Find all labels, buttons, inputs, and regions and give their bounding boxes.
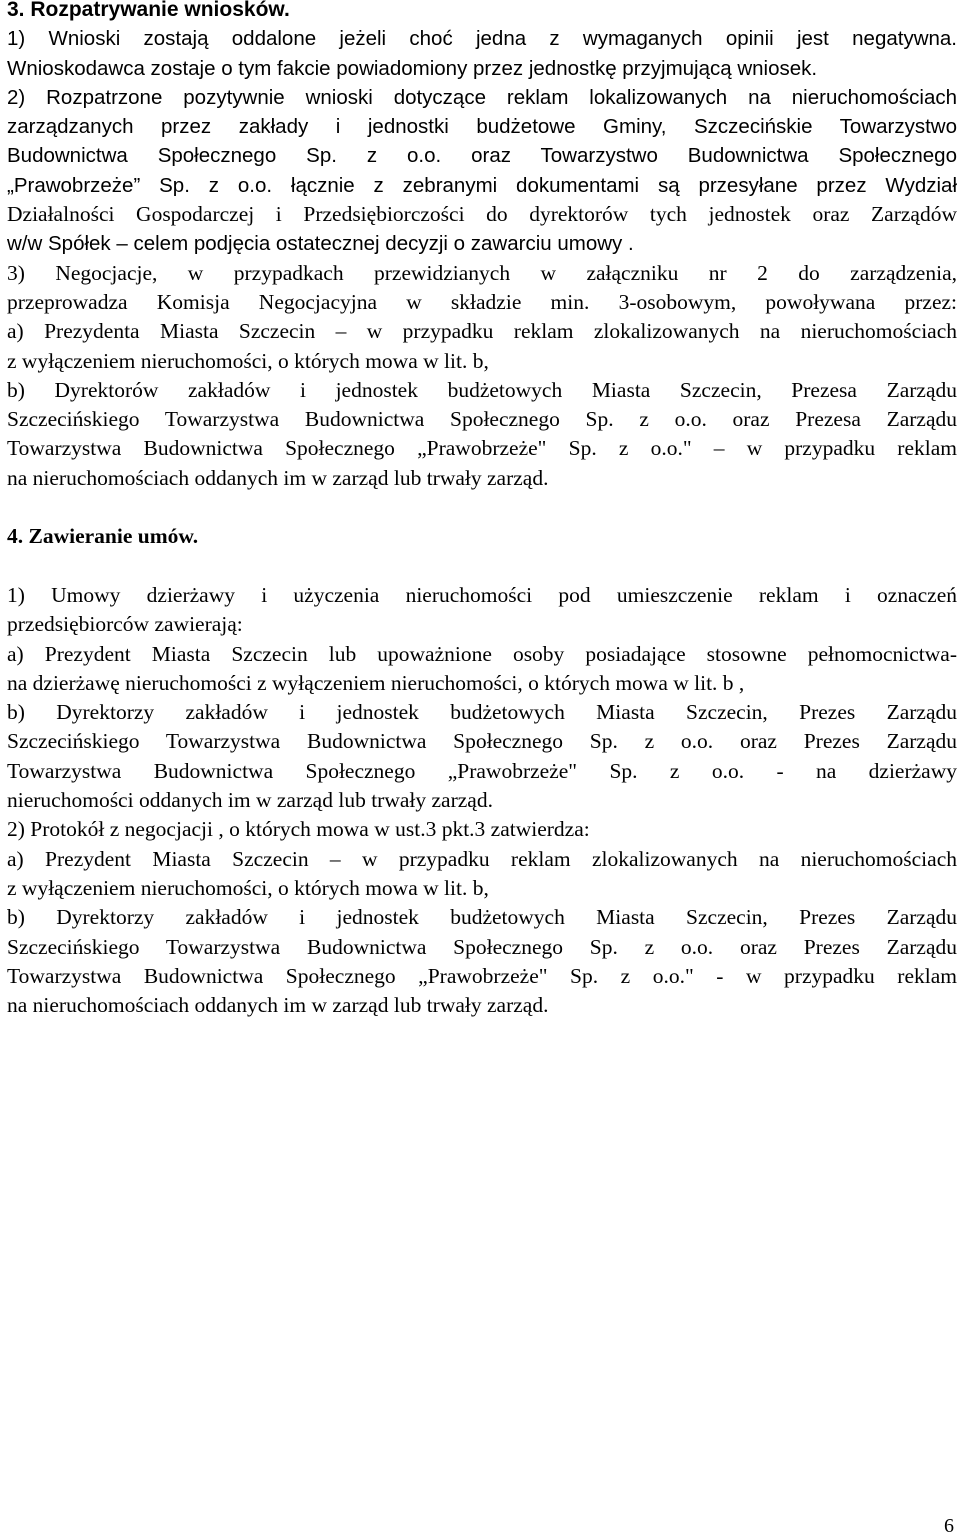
text-line: 2) Rozpatrzone pozytywnie wnioski dotyczące reklam lokalizowanych na nieruchomościach bbox=[7, 85, 957, 109]
text-line: b) Dyrektorów zakładów i jednostek budżetowych Miasta Szczecin, Prezesa Zarządu bbox=[7, 377, 957, 402]
text-line: „Prawobrzeże” Sp. z o.o. łącznie z zebranymi dokumentami są przesyłane przez Wydział bbox=[7, 173, 957, 197]
section-4-body bbox=[7, 581, 957, 1020]
text-line: Działalności Gospodarczej i Przedsiębiorczości do dyrektorów tych jednostek oraz Zarządów bbox=[7, 202, 957, 227]
text-line: b) Dyrektorzy zakładów i jednostek budżetowych Miasta Szczecin, Prezes Zarządu bbox=[7, 905, 957, 930]
text-line: z wyłączeniem nieruchomości, o których mowa w lit. b, bbox=[7, 348, 489, 373]
text-line: Szczecińskiego Towarzystwa Budownictwa Społecznego Sp. z o.o. oraz Prezes Zarządu bbox=[7, 934, 957, 959]
text-line: Szczecińskiego Towarzystwa Budownictwa Społecznego Sp. z o.o. oraz Prezesa Zarządu bbox=[7, 407, 957, 432]
text-line: 2) Protokół z negocjacji , o których mowa w ust.3 pkt.3 zatwierdza: bbox=[7, 817, 590, 842]
page-number: 6 bbox=[944, 1515, 954, 1537]
section-3-body bbox=[7, 24, 957, 493]
text-line: na nieruchomościach oddanych im w zarząd lub trwały zarząd. bbox=[7, 993, 549, 1018]
text-line: Towarzystwa Budownictwa Społecznego „Prawobrzeże" Sp. z o.o." – w przypadku reklam bbox=[7, 436, 957, 461]
text-line: przedsiębiorców zawierają: bbox=[7, 612, 243, 637]
text-line: na nieruchomościach oddanych im w zarząd lub trwały zarząd. bbox=[7, 465, 549, 490]
paragraph-gap bbox=[7, 493, 957, 522]
text-line: Szczecińskiego Towarzystwa Budownictwa Społecznego Sp. z o.o. oraz Prezes Zarządu bbox=[7, 729, 957, 754]
text-line: a) Prezydent Miasta Szczecin – w przypadku reklam zlokalizowanych na nieruchomościach bbox=[7, 846, 957, 871]
text-line: Towarzystwa Budownictwa Społecznego „Prawobrzeże" Sp. z o.o. - na dzierżawy bbox=[7, 758, 957, 783]
text-line: Budownictwa Społecznego Sp. z o.o. oraz Towarzystwo Budownictwa Społecznego bbox=[7, 144, 957, 168]
text-line: b) Dyrektorzy zakładów i jednostek budżetowych Miasta Szczecin, Prezes Zarządu bbox=[7, 700, 957, 725]
text-line: nieruchomości oddanych im w zarząd lub trwały zarząd. bbox=[7, 788, 493, 813]
text-line: 3) Negocjacje, w przypadkach przewidzianych w załączniku nr 2 do zarządzenia, bbox=[7, 260, 957, 285]
text-line: przeprowadza Komisja Negocjacyjna w składzie min. 3-osobowym, powoływana przez: bbox=[7, 289, 957, 314]
text-line: na dzierżawę nieruchomości z wyłączeniem nieruchomości, o których mowa w lit. b , bbox=[7, 670, 745, 695]
text-line: a) Prezydent Miasta Szczecin lub upoważnione osoby posiadające stosowne pełnomocnictwa- bbox=[7, 641, 957, 666]
text-line: Towarzystwa Budownictwa Społecznego „Prawobrzeże" Sp. z o.o." - w przypadku reklam bbox=[7, 963, 957, 988]
text-line: 1) Umowy dzierżawy i użyczenia nieruchomości pod umieszczenie reklam i oznaczeń bbox=[7, 582, 957, 607]
text-line: w/w Spółek – celem podjęcia ostatecznej decyzji o zawarciu umowy . bbox=[7, 232, 634, 256]
section-3-heading: 3. Rozpatrywanie wniosków. bbox=[7, 0, 290, 21]
paragraph-gap bbox=[7, 552, 957, 581]
text-line: z wyłączeniem nieruchomości, o których mowa w lit. b, bbox=[7, 875, 489, 900]
text-line: 1) Wnioski zostają oddalone jeżeli choć jedna z wymaganych opinii jest negatywna. bbox=[7, 27, 957, 51]
text-line: Wnioskodawca zostaje o tym fakcie powiadomiony przez jednostkę przyjmującą wniosek. bbox=[7, 56, 818, 80]
text-line: zarządzanych przez zakłady i jednostki budżetowe Gminy, Szczecińskie Towarzystwo bbox=[7, 115, 957, 139]
document-page bbox=[7, 0, 957, 1020]
text-line: a) Prezydenta Miasta Szczecin – w przypadku reklam zlokalizowanych na nieruchomościach bbox=[7, 319, 957, 344]
section-4-heading: 4. Zawieranie umów. bbox=[7, 524, 199, 549]
